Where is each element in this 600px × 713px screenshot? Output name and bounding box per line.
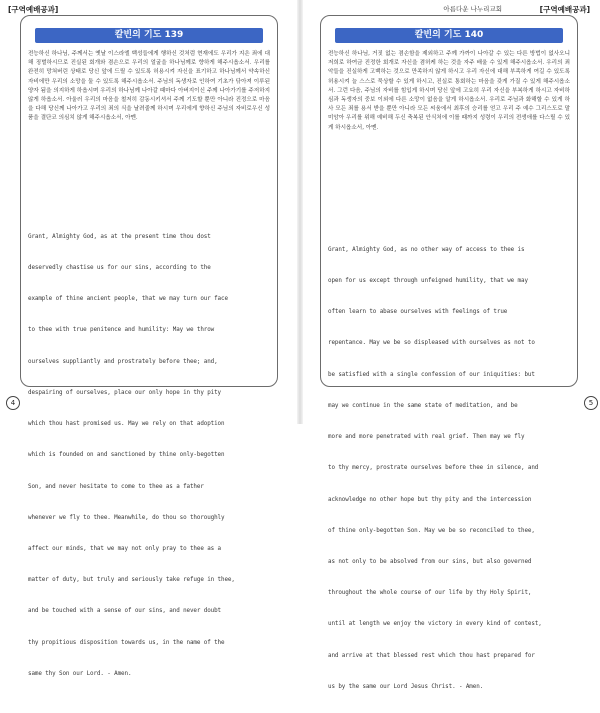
english-line: as not only to be absolved from our sins, but also governed [328,559,532,565]
prayer-title-bar [35,28,263,43]
english-line: ourselves suppliantly and prostrately before thee; and, [28,358,218,365]
korean-prayer-text: 전능하신 하나님, 주께서는 옛날 이스라엘 백성들에게 행하신 것처럼 현재에도 우리가 지은 죄에 대해 징벌하시므로 진실된 회개와 겸손으로 우리의 얼굴을 하나님께로 향하게 해주시옵소서. 우리를 완전히 망쳐버린 상태로 당신 앞에 드릴 수 있도록 허용시켜 자신을 표기하고 하나님께서 약속하신 자비에만 우리의 소망을 둘 수 있도록 해주시옵소서. 주님의 독생자로 인하여 기초가 닦아져 이루된 양자 됨을 의지하게 하옵시며 우리의 하나님께 나아갈 때마다 아버지이신 주께 나아가기를 주저하지 않게 하옵소서. 아울러 우리의 마음을 철저히 감동시키셔서 주께 기도할 뿐만 아니라 진정으로 마음을 다해 당신께 나아가고 우리의 죄의 식을 날려줄께 하시며 우리에게 향하신 주님의 자비로우신 성품을 결단코 의심치 않게 해주시옵소서, 아멘. [28,51,270,122]
english-line: affect our minds, that we may not only pray to thee as a [28,546,222,552]
page-number: 4 [6,396,20,410]
english-prayer-text [28,211,272,700]
english-prayer-text [328,224,572,713]
right-page [300,0,600,690]
english-line: which is founded on and sanctioned by thine only-begotten [28,452,225,459]
english-line: throughout the whole course of our life by thy Holy Spirit, [328,590,532,597]
prayer-title: 칼빈의 기도 140 [414,30,484,40]
left-page [0,0,300,677]
english-line: despairing of ourselves, place our only hope in thy pity [28,389,222,396]
korean-prayer-text: 전능하신 하나님, 거짓 없는 겸손함을 제외하고 주께 가까이 나아갈 수 있는 다른 방법이 없사오니 저희로 하여금 진정한 회개로 자신을 겸허케 하는 것을 자주 배울 수 있게 해주시옵소서. 우리의 죄악들을 진실하게 고백하는 것으로 만족하지 않게 하시고 우리 자신에 대해 부족하게 여길 수 있도록 허용시켜 늘 스스로 묵상할 수 있게 하시고, 진실로 통회하는 마음을 갖게 가질 수 있게 해주시옵소서. 그런 다음, 주님의 자비를 힘입게 하시며 당신 앞에 고요히 우리 자신을 부복하게 하시고 자비하심과 독생자의 중보 이외에 다른 소망이 없음을 알게 하시옵소서. 우리로 주님과 화해할 수 있게 하사 모든 죄를 용서 받을 뿐만 아니라 모든 씨움에서 최후의 승리를 얻고 우리 주 예수 그리스도로 말미암아 우리를 위해 예비해 두신 축복된 안식처에 이를 때까지 성령이 우리의 전생애를 다스릴 수 있게 하시옵소서, 아멘. [328,51,570,131]
english-line: often learn to abase ourselves with feelings of true [328,309,508,316]
english-line: Son, and never hesitate to come to thee as a father [28,483,204,490]
prayer-frame [20,15,278,677]
english-line: until at length we enjoy the victory in every kind of contest, [328,621,542,628]
english-line: same thy Son our Lord. - Amen. [28,670,132,677]
running-head: 아름다운 나누리교회 [443,5,502,13]
english-line: to thee with true penitence and humility: May we throw [28,327,215,334]
english-line: open for us except through unfeigned humility, that we may [328,278,528,285]
section-tag: [구역예배공과] [8,5,59,14]
prayer-title-bar [335,28,563,43]
prayer-frame [320,15,578,690]
english-line: and arrive at that blessed rest which thou hast prepared for [328,652,535,659]
page-number: 5 [584,396,598,410]
english-line: matter of duty, but truly and seriously take refuge in thee, [28,577,235,584]
english-line: whenever we fly to thee. Meanwhile, do thou so thoroughly [28,514,225,521]
english-line: Grant, Almighty God, as at the present time thou dost [28,233,211,240]
english-line: example of thine ancient people, that we may turn our face [28,296,228,303]
english-line: repentance. May we be so displeased with ourselves as not to [328,340,535,347]
english-line: more and more penetrated with real grief. Then may we fly [328,434,525,441]
english-line: us by the same our Lord Jesus Christ. - Amen. [328,683,484,690]
prayer-title: 칼빈의 기도 139 [114,30,184,40]
english-line: be satisfied with a single confession of our iniquities: but [328,371,535,378]
section-tag: [구역예배공과] [539,5,590,14]
english-line: of thine only-begotten Son. May we be so reconciled to thee, [328,527,535,534]
english-line: acknowledge no other hope but thy pity and the intercession [328,496,532,503]
english-line: to thy mercy, prostrate ourselves before thee in silence, and [328,465,539,472]
english-line: thy propitious disposition towards us, in the name of the [28,639,225,646]
english-line: may we continue in the same state of meditation, and be [328,402,518,409]
english-line: which thou hast promised us. May we rely on that adoption [28,421,225,428]
english-line: and be touched with a sense of our sins, and never doubt [28,608,222,615]
english-line: Grant, Almighty God, as no other way of access to thee is [328,246,525,253]
english-line: deservedly chastise us for our sins, according to the [28,265,211,272]
